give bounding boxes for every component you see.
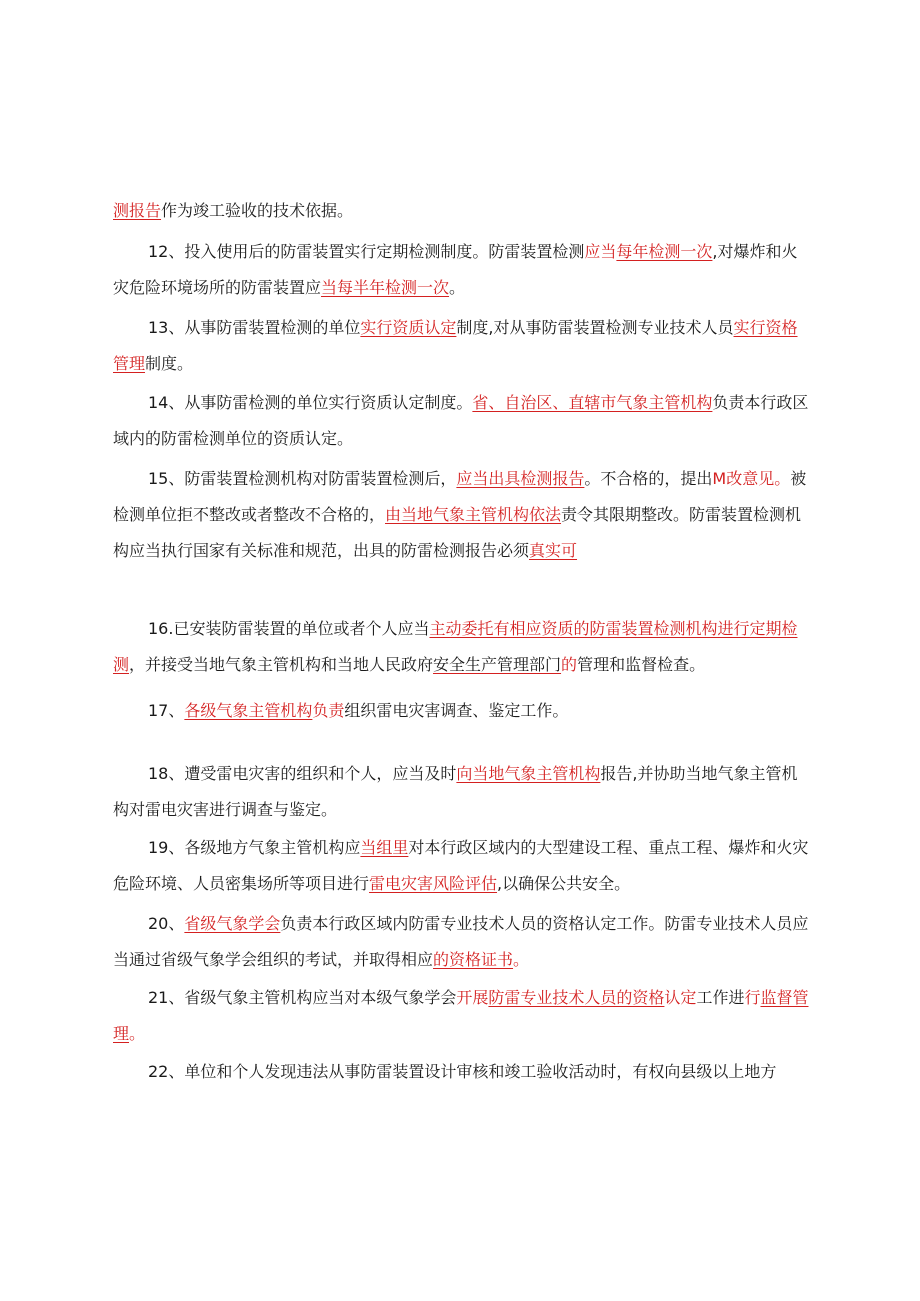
paragraph-18: 18、遭受雷电灾害的组织和个人，应当及时向当地气象主管机构报告,并协助当地气象主管机构对雷电灾害进行调查与鉴定。 — [113, 764, 798, 819]
paragraph-22: 22、单位和个人发现违法从事防雷装置设计审核和竣工验收活动时，有权向县级以上地方 — [148, 1062, 777, 1081]
paragraph-14: 14、从事防雷检测的单位实行资质认定制度。省、自治区、直辖市气象主管机构负责本行政区域内的防雷检测单位的资质认定。 — [113, 393, 809, 448]
paragraph-13: 13、从事防雷装置检测的单位实行资质认定制度,对从事防雷装置检测专业技术人员实行资格管理制度。 — [113, 318, 798, 373]
paragraph-20: 20、省级气象学会负责本行政区域内防雷专业技术人员的资格认定工作。防雷专业技术人员应当通过省级气象学会组织的考试，并取得相应的资格证书。 — [113, 914, 809, 969]
paragraph-11-tail: 测报告作为竣工验收的技术依据。 — [113, 201, 354, 220]
paragraph-19: 19、各级地方气象主管机构应当组里对本行政区域内的大型建设工程、重点工程、爆炸和火灾危险环境、人员密集场所等项目进行雷电灾害风险评估,以确保公共安全。 — [113, 838, 809, 893]
paragraph-16: 16.已安装防雷装置的单位或者个人应当主动委托有相应资质的防雷装置检测机构进行定期检测，并接受当地气象主管机构和当地人民政府安全生产管理部门的管理和监督检查。 — [113, 619, 798, 674]
paragraph-17: 17、各级气象主管机构负责组织雷电灾害调查、鉴定工作。 — [148, 701, 569, 720]
paragraph-15: 15、防雷装置检测机构对防雷装置检测后，应当出具检测报告。不合格的，提出M改意见。被检测单位拒不整改或者整改不合格的，由当地气象主管机构依法责令其限期整改。防雷装置检测机构应当执行国家有关标准和规范，出具的防雷检测报告必须真实可 — [113, 469, 807, 560]
paragraph-21: 21、省级气象主管机构应当对本级气象学会开展防雷专业技术人员的资格认定工作进行监督管理。 — [113, 988, 809, 1043]
paragraph-12: 12、投入使用后的防雷装置实行定期检测制度。防雷装置检测应当每年检测一次,对爆炸和火灾危险环境场所的防雷装置应当每半年检测一次。 — [113, 242, 798, 297]
